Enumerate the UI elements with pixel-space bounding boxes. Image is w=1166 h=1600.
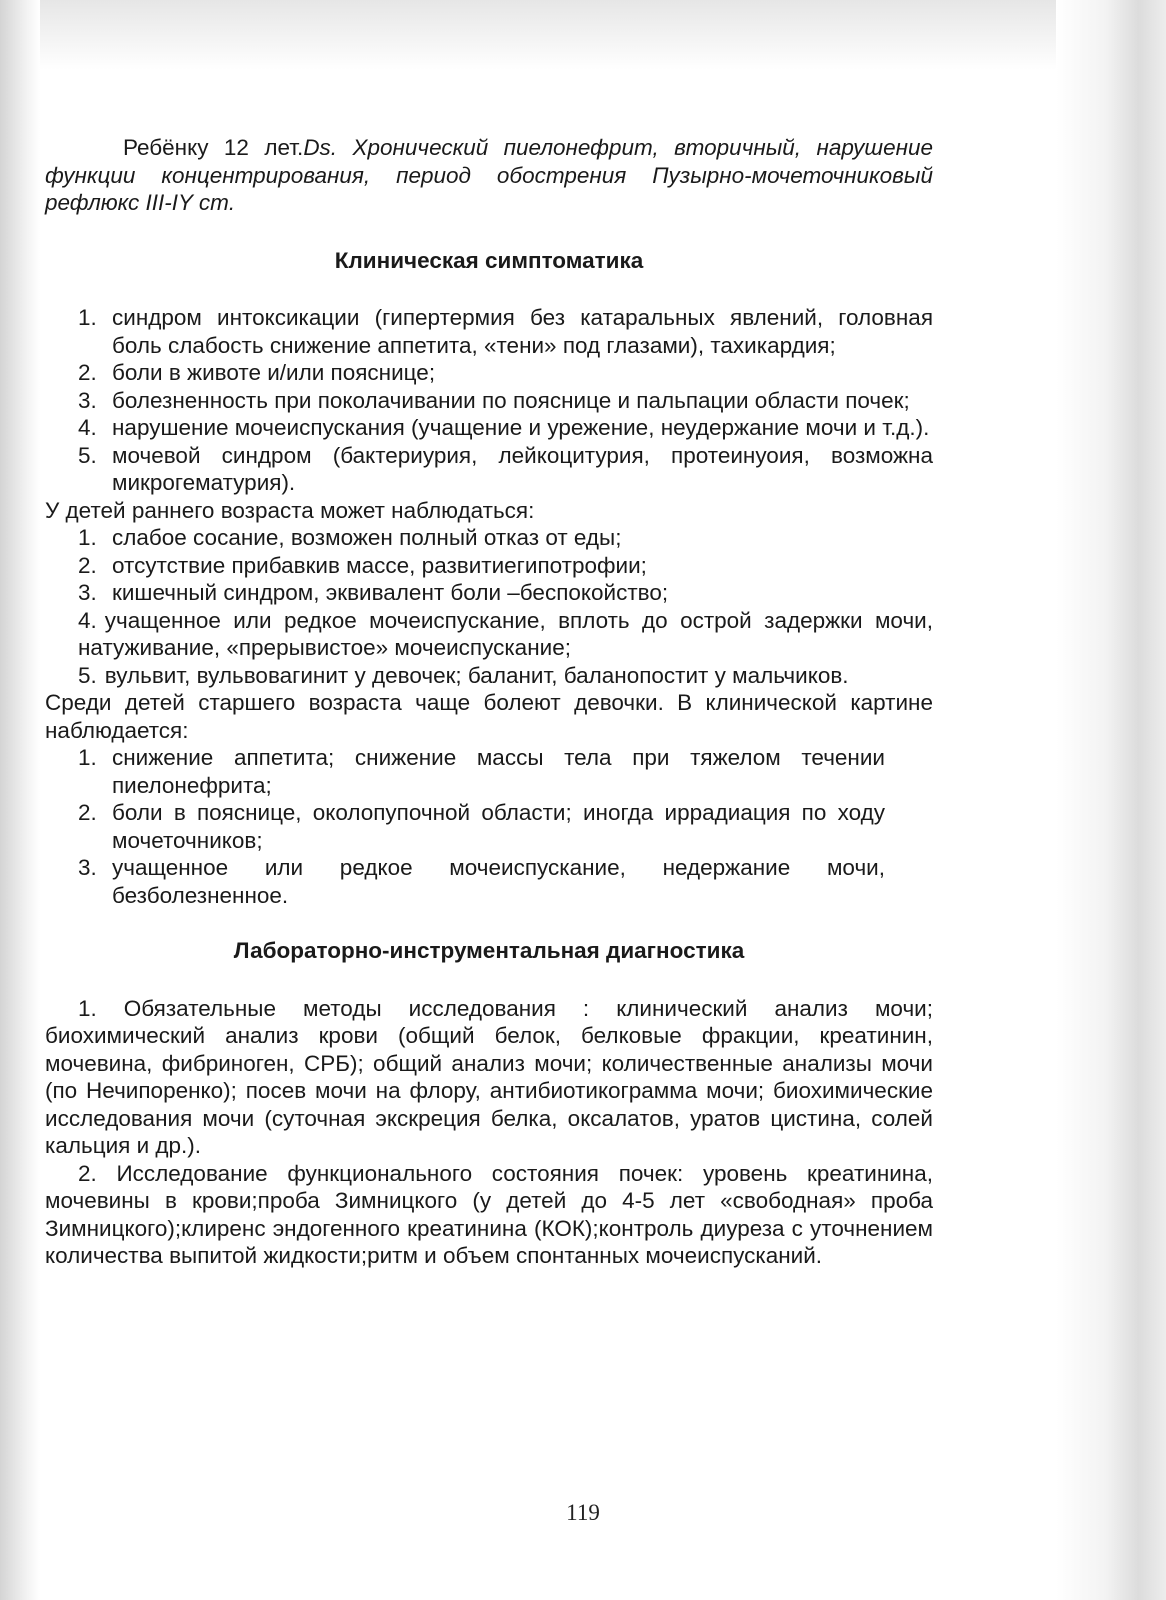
list-number: 3. [78,855,97,880]
case-lead: Ребёнку 12 лет. [123,135,304,160]
scan-shade-top [0,0,1166,70]
list-item [45,387,933,415]
list-number: 2. [78,800,97,825]
list-number: 5. [78,662,97,688]
list-text: болезненность при поколачивании по пояснице и пальпации области почек; [112,387,910,413]
list-text: слабое сосание, возможен полный отказ от еды; [112,525,622,550]
list-item [45,662,933,690]
list-number: 2. [78,360,97,385]
list-text: снижение аппетита; снижение массы тела при тяжелом течении пиелонефрита; [112,745,885,798]
list-item [45,607,933,662]
page-body [45,134,933,1270]
list-text: учащенное или редкое мочеиспускание, вплоть до острой задержки мочи, натуживание, «прерывистое» мочеиспускание; [78,607,933,660]
young-children-intro: У детей раннего возраста может наблюдаться: [45,497,535,523]
young-children-list [45,524,933,607]
young-children-list-cont [45,607,933,690]
list-text: синдром интоксикации (гипертермия без катаральных явлений, головная боль слабость снижение аппетита, «тени» под глазами), тахикардия; [112,305,933,358]
list-number: 3. [78,387,97,413]
list-number: 4. [78,607,97,633]
list-number: 1. [78,525,97,550]
list-number: 5. [78,442,97,468]
list-item [45,854,885,909]
list-item [45,552,933,580]
list-text: отсутствие прибавкив массе, развитиегипотрофии; [112,552,647,578]
list-number: 3. [78,580,97,605]
list-item [45,744,885,799]
list-number: 1. [78,305,97,330]
heading-clinical: Клиническая симптоматика [334,247,644,273]
list-text: нарушение мочеиспускания (учащение и урежение, неудержание мочи и т.д.). [112,415,930,440]
page-number: 119 [566,1500,600,1525]
list-text: мочевой синдром (бактериурия, лейкоцитурия, протеинуоия, возможна микрогематурия). [112,442,933,495]
list-item [45,442,933,497]
list-number: 4. [78,415,97,440]
heading-lab-diagnostics: Лабораторно-инструментальная диагностика [233,938,745,963]
older-children-list [45,744,933,909]
scan-shade-left [0,0,40,1600]
list-number: 1. [78,745,97,770]
lab-paragraph-2: 2. Исследование функционального состояния почек: уровень креатинина, мочевины в крови;проба Зимницкого (у детей до 4-5 лет «свободная» проба Зимницкого);клиренс эндогенного креатинина (КОК);контроль диуреза с уточнением количества выпитой жидкости;ритм и объем спонтанных мочеиспусканий. [45,1160,933,1268]
list-item [45,579,933,607]
lab-diagnostics [45,995,933,1270]
list-number: 2. [78,552,97,578]
list-item [45,304,933,359]
list-text: кишечный синдром, эквивалент боли –беспокойство; [112,580,669,605]
list-text: боли в пояснице, околопупочной области; иногда иррадиация по ходу мочеточников; [112,800,885,853]
list-text: учащенное или редкое мочеиспускание, недержание мочи, безболезненное. [112,855,885,908]
older-children-intro: Среди детей старшего возраста чаще болеют девочки. В клинической картине наблюдается: [45,690,933,743]
clinical-list [45,304,933,497]
scan-shade-right [1056,0,1166,1600]
list-item [45,414,933,442]
list-text: боли в животе и/или пояснице; [112,360,436,385]
lab-paragraph-1: 1. Обязательные методы исследования : клинический анализ мочи; биохимический анализ крови (общий белок, белковые фракции, креатинин, мочевина, фибриноген, СРБ); общий анализ мочи; количественные анализы мочи (по Нечипоренко); посев мочи на флору, антибиотикограмма мочи; биохимические исследования мочи (суточная экскреция белка, оксалатов, уратов цистина, солей кальция и др.). [45,995,933,1158]
case-diagnosis: Ds. Хронический пиелонефрит, вторичный, нарушение функции концентрирования, период обострения Пузырно-мочеточниковый рефлюкс III-IY cm. [45,135,933,215]
list-text: вульвит, вульвовагинит у девочек; баланит, баланопостит у мальчиков. [104,662,849,688]
list-item [45,359,933,387]
list-item [45,799,885,854]
case-intro [45,134,933,217]
list-item [45,524,933,552]
